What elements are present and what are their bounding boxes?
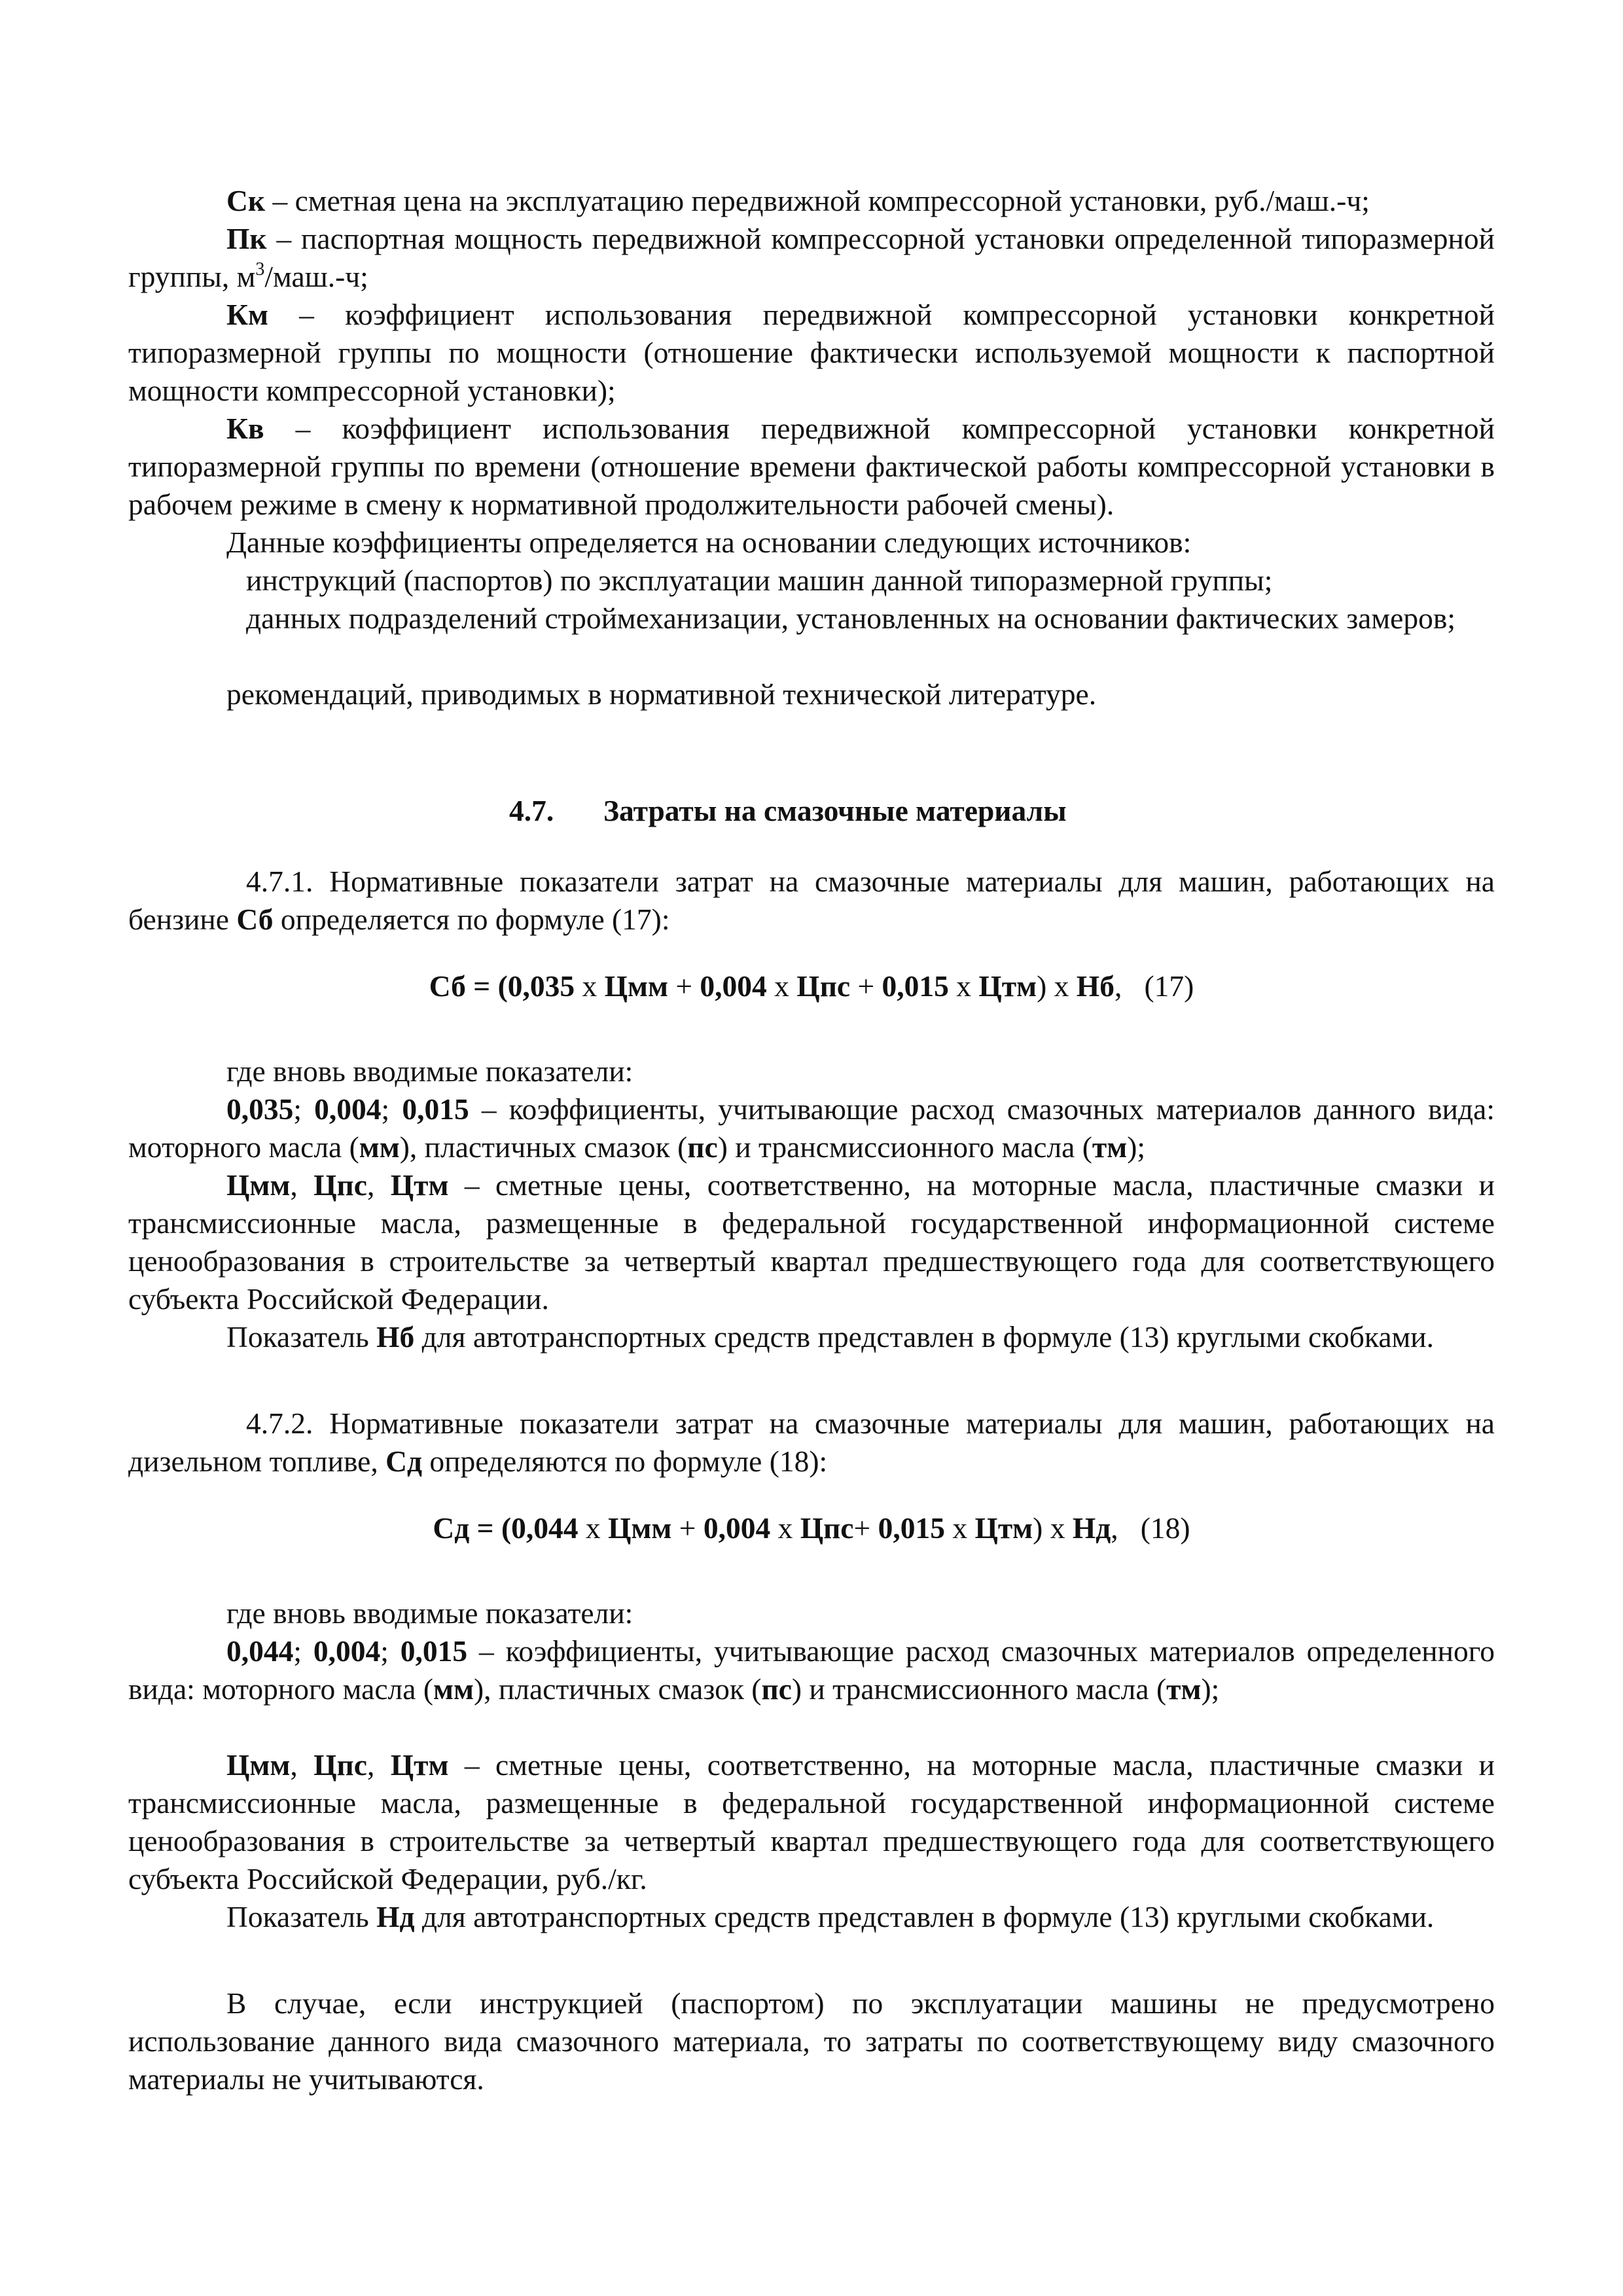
where-17: где вновь вводимые показатели:	[226, 1054, 633, 1088]
clause-4-7-2: 4.7.2. Нормативные показатели затрат на смазочные материалы для машин, работающих на дизельном топливе, Сд определяются по формуле (18):	[128, 1407, 1495, 1478]
term-kv: Кв	[226, 412, 264, 445]
section-title: Затраты на смазочные материалы	[603, 794, 1067, 827]
where-18: где вновь вводимые показатели:	[226, 1596, 633, 1630]
definition-ck: Ск – сметная цена на эксплуатацию передвижной компрессорной установки, руб./маш.-ч;	[226, 184, 1370, 217]
definition-kv: Кв – коэффициент использования передвижной компрессорной установки конкретной типоразмерной группы по времени (отношение времени фактической работы компрессорной установки в рабочем режиме в смену к нормативной продолжительности рабочей смены).	[128, 412, 1495, 521]
clause-4-7-1: 4.7.1. Нормативные показатели затрат на смазочные материалы для машин, работающих на бензине Сб определяется по формуле (17):	[128, 865, 1495, 936]
final-note: В случае, если инструкцией (паспортом) по эксплуатации машины не предусмотрено использование данного вида смазочного материала, то затраты по соответствующему виду смазочного материалы не учитываются.	[128, 1986, 1495, 2096]
term-km: Км	[226, 298, 268, 331]
definition-pk: Пк – паспортная мощность передвижной компрессорной установки определенной типоразмерной группы, $м^3/маш.-ч$;	[128, 222, 1495, 293]
term-ck: Ск	[226, 184, 266, 217]
formula-ref-18: (18)	[1140, 1511, 1190, 1545]
source-item-3: рекомендаций, приводимых в нормативной технической литературе.	[226, 677, 1097, 711]
coefficients-18: 0,044; 0,004; 0,015 – коэффициенты, учитывающие расход смазочных материалов определенного вида: моторного масла (мм), пластичных смазок (пс) и трансмиссионного масла (тм);	[128, 1634, 1495, 1706]
prices-18: Цмм, Цпс, Цтм – сметные цены, соответственно, на моторные масла, пластичные смазки и трансмиссионные масла, размещенные в федеральной государственной информационной системе ценообразования в строительстве за четвертый квартал предшествующего года для соответствующего субъекта Российской Федерации, руб./кг.	[128, 1748, 1495, 1895]
source-item-2: данных подразделений строймеханизации, установленных на основании фактических замеров;	[246, 601, 1455, 635]
clause-number: 4.7.2.	[246, 1407, 313, 1440]
symbol-sd: Сд	[385, 1444, 423, 1478]
prices-17: Цмм, Цпс, Цтм – сметные цены, соответственно, на моторные масла, пластичные смазки и трансмиссионные масла, размещенные в федеральной государственной информационной системе ценообразования в строительстве за четвертый квартал предшествующего года для соответствующего субъекта Российской Федерации.	[128, 1168, 1495, 1316]
sources-intro: Данные коэффициенты определяется на основании следующих источников:	[226, 526, 1192, 559]
indicator-nb: Показатель Нб для автотранспортных средств представлен в формуле (13) круглыми скобками.	[226, 1320, 1435, 1354]
clause-number: 4.7.1.	[246, 865, 313, 898]
formula-18: Сд = (0,044 х Цмм + 0,004 х Цпс+ 0,015 х Цтм) х Нд, (18)	[433, 1511, 1190, 1545]
source-item-1: инструкций (паспортов) по эксплуатации машин данной типоразмерной группы;	[246, 564, 1273, 597]
coefficients-17: 0,035; 0,004; 0,015 – коэффициенты, учитывающие расход смазочных материалов данного вида: моторного масла (мм), пластичных смазок (пс) и трансмиссионного масла (тм);	[128, 1092, 1495, 1164]
symbol-sb: Сб	[236, 903, 274, 936]
section-number: 4.7.	[509, 794, 554, 827]
definition-km: Км – коэффициент использования передвижной компрессорной установки конкретной типоразмерной группы по мощности (отношение фактически используемой мощности к паспортной мощности компрессорной установки);	[128, 298, 1495, 407]
term-pk: Пк	[226, 222, 267, 255]
formula-ref-17: (17)	[1144, 969, 1194, 1003]
formula-17: Сб = (0,035 х Цмм + 0,004 х Цпс + 0,015 х Цтм) х Нб, (17)	[429, 969, 1194, 1003]
indicator-nd: Показатель Нд для автотранспортных средств представлен в формуле (13) круглыми скобками.	[226, 1900, 1435, 1933]
